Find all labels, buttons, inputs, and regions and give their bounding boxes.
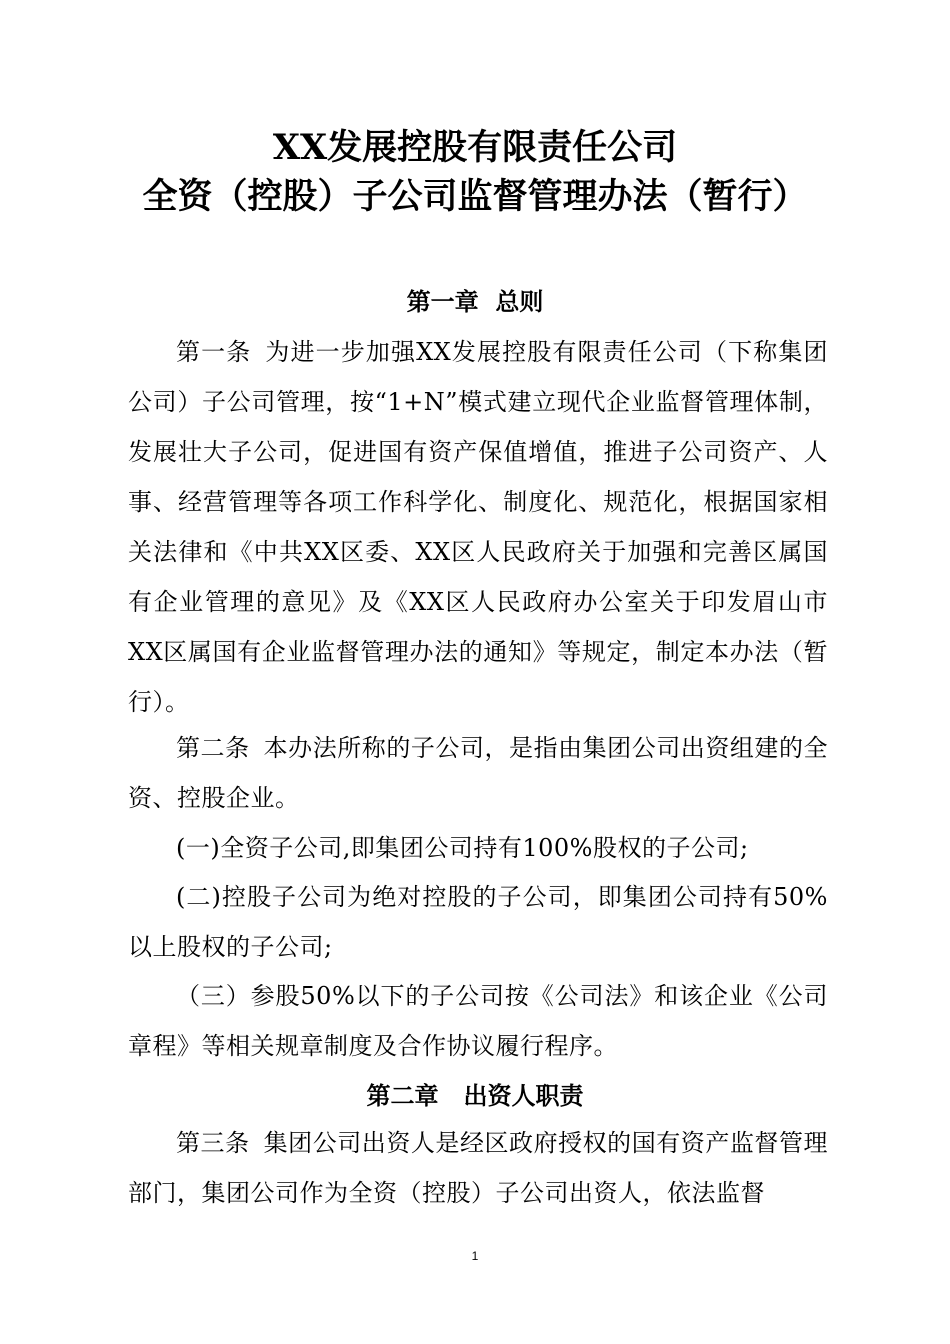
document-title-line-1: XX发展控股有限责任公司 xyxy=(272,127,678,168)
list-item-1: (一)全资子公司,即集团公司持有100%股权的子公司; xyxy=(176,834,749,862)
article-label: 第一条 xyxy=(176,338,252,366)
list-item-2: (二)控股子公司为绝对控股的子公司，即集团公司持有50%以上股权的子公司; xyxy=(128,883,828,961)
article-text: 为进一步加强XX发展控股有限责任公司（下称集团公司）子公司管理，按“1+N”模式建立现代企业监督管理体制，发展壮大子公司，促进国有资产保值增值，推进子公司资产、人事、经营管理等各项工作科学化、制度化、规范化，根据国家相关法律和《中共XX区委、XX区人民政府关于加强和完善区属国有企业管理的意见》及《XX区人民政府办公室关于印发眉山市XX区属国有企业监督管理办法的通知》等规定，制定本办法（暂行）。 xyxy=(128,338,829,716)
article-1 xyxy=(128,327,828,727)
page-number: 1 xyxy=(471,1249,479,1263)
article-2 xyxy=(128,723,828,823)
article-text: 集团公司出资人是经区政府授权的国有资产监督管理部门，集团公司作为全资（控股）子公司出资人，依法监督 xyxy=(128,1129,829,1207)
article-3 xyxy=(128,1118,828,1218)
document-title-line-2: 全资（控股）子公司监督管理办法（暂行） xyxy=(142,176,808,217)
article-label: 第三条 xyxy=(176,1129,250,1157)
article-text: 本办法所称的子公司，是指由集团公司出资组建的全资、控股企业。 xyxy=(128,734,829,812)
list-item-3: （三）参股50%以下的子公司按《公司法》和该企业《公司章程》等相关规章制度及合作协议履行程序。 xyxy=(128,982,828,1060)
chapter-heading-1: 第一章 总则 xyxy=(406,288,544,316)
chapter-heading-2: 第二章 出资人职责 xyxy=(366,1082,584,1110)
article-label: 第二条 xyxy=(176,734,250,762)
